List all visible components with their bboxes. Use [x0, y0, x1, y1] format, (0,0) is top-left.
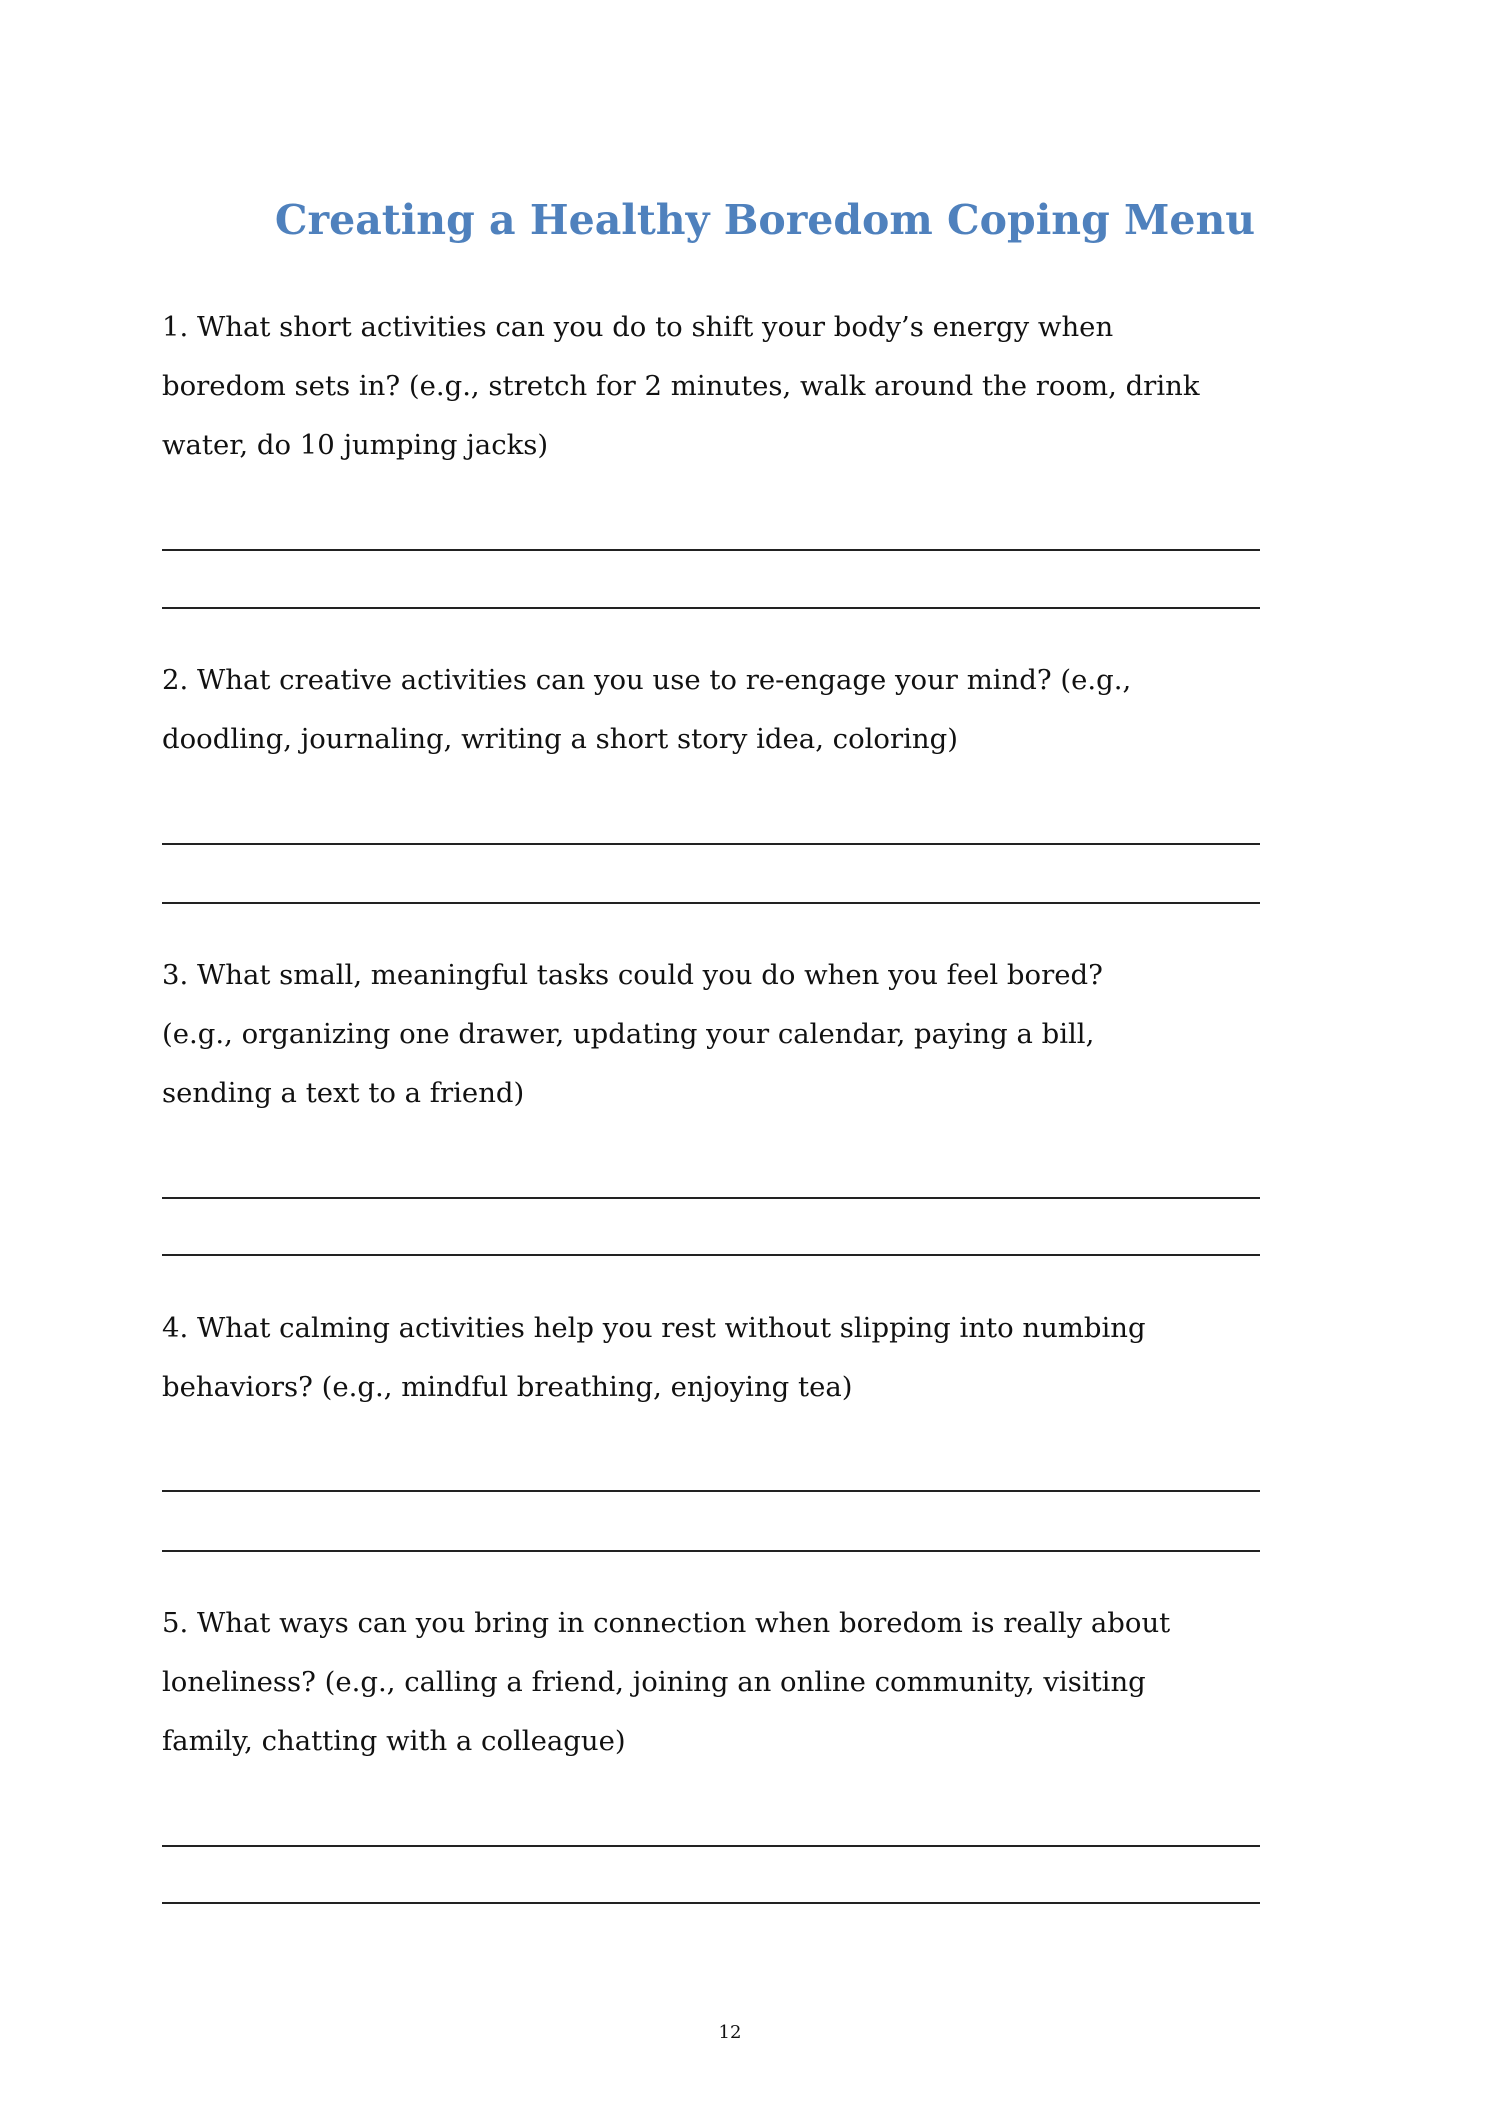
- answer-line[interactable]: [162, 843, 1260, 845]
- question-text-line: loneliness? (e.g., calling a friend, joining an online community, visiting: [162, 1666, 1146, 1698]
- question-3: [162, 946, 1103, 1123]
- question-text-line: 4. What calming activities help you rest without slipping into numbing: [162, 1312, 1146, 1344]
- question-2: [162, 651, 1131, 769]
- answer-line[interactable]: [162, 1254, 1260, 1256]
- question-text-line: 3. What small, meaningful tasks could you do when you feel bored?: [162, 959, 1103, 991]
- question-text-line: water, do 10 jumping jacks): [162, 429, 549, 461]
- question-text-line: family, chatting with a colleague): [162, 1725, 626, 1757]
- answer-line[interactable]: [162, 1902, 1260, 1904]
- answer-line[interactable]: [162, 549, 1260, 551]
- question-text-line: boredom sets in? (e.g., stretch for 2 minutes, walk around the room, drink: [162, 370, 1200, 402]
- question-text-line: 5. What ways can you bring in connection when boredom is really about: [162, 1607, 1171, 1639]
- page-number: 12: [718, 2022, 742, 2043]
- answer-line[interactable]: [162, 902, 1260, 904]
- question-4: [162, 1299, 1146, 1417]
- question-text-line: 2. What creative activities can you use to re-engage your mind? (e.g.,: [162, 664, 1132, 696]
- question-text-line: sending a text to a friend): [162, 1077, 525, 1109]
- page-title: Creating a Healthy Boredom Coping Menu: [274, 196, 1256, 244]
- question-1: [162, 298, 1200, 475]
- answer-line[interactable]: [162, 1550, 1260, 1552]
- answer-line[interactable]: [162, 607, 1260, 609]
- question-5: [162, 1594, 1170, 1771]
- question-text-line: doodling, journaling, writing a short story idea, coloring): [162, 723, 958, 755]
- answer-line[interactable]: [162, 1490, 1260, 1492]
- question-text-line: 1. What short activities can you do to shift your body’s energy when: [162, 311, 1114, 343]
- question-text-line: behaviors? (e.g., mindful breathing, enjoying tea): [162, 1371, 853, 1403]
- answer-line[interactable]: [162, 1197, 1260, 1199]
- question-text-line: (e.g., organizing one drawer, updating your calendar, paying a bill,: [162, 1018, 1095, 1050]
- answer-line[interactable]: [162, 1845, 1260, 1847]
